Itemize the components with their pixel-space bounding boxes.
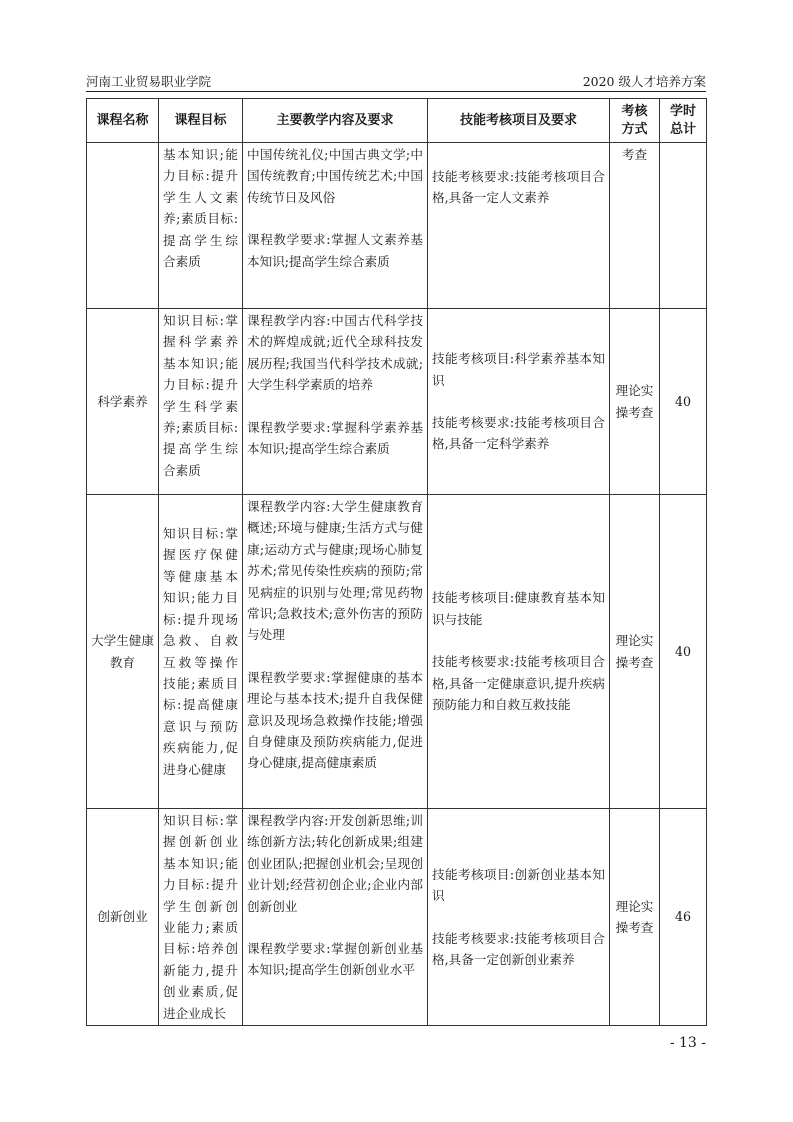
content-requirement: 课程教学要求:掌握创新创业基本知识;提高学生创新创业水平 [247, 941, 423, 978]
skill-requirement: 技能考核要求:技能考核项目合格,具备一定健康意识,提升疾病预防能力和自救互救技能 [432, 654, 605, 713]
course-name [87, 143, 159, 309]
table-row [87, 809, 707, 1026]
course-content [243, 809, 428, 1026]
content-requirement: 课程教学要求:掌握健康的基本理论与基本技术;提升自我保健意识及现场急救操作技能;增强自身健康及预防疾病能力,促进身心健康,提高健康素质 [247, 669, 423, 771]
content-text: 课程教学内容:中国古代科学技术的辉煌成就;近代全球科技发展历程;我国当代科学技术成就;大学生科学素质的培养 [247, 313, 423, 393]
course-content [243, 143, 428, 309]
course-exam: 考查 [610, 143, 660, 309]
course-skill [428, 809, 610, 1026]
course-content [243, 495, 428, 809]
skill-requirement: 技能考核要求:技能考核项目合格,具备一定创新创业素养 [432, 930, 605, 967]
page-number: - 13 - [669, 1035, 706, 1051]
course-content [243, 309, 428, 495]
course-exam: 理论实操考查 [610, 495, 660, 809]
skill-item: 技能考核项目:科学素养基本知识 [432, 351, 605, 388]
course-goal: 基本知识;能力目标:提升学生人文素养;素质目标:提高学生综合素质 [159, 143, 243, 309]
skill-item: 技能考核项目:创新创业基本知识 [432, 866, 605, 904]
course-goal: 知识目标:掌握创新创业基本知识;能力目标:提升学生创新创业能力;素质目标:培养创新能力,提升创业素质,促进企业成长 [159, 809, 243, 1026]
header-plan-title: 2020 级人才培养方案 [582, 74, 706, 89]
course-hours: 46 [660, 809, 707, 1026]
page-header [86, 73, 706, 92]
header-skill: 技能考核项目及要求 [428, 99, 610, 143]
course-hours: 40 [660, 309, 707, 495]
course-name: 科学素养 [87, 309, 159, 495]
content-text: 中国传统礼仪;中国古典文学;中国传统教育;中国传统艺术;中国传统节日及风俗 [247, 147, 423, 205]
skill-item: 技能考核项目:健康教育基本知识与技能 [432, 590, 605, 627]
course-hours [660, 143, 707, 309]
header-school-name: 河南工业贸易职业学院 [86, 74, 212, 89]
skill-requirement: 技能考核要求:技能考核项目合格,具备一定科学素养 [432, 415, 605, 452]
header-course-goal: 课程目标 [159, 99, 243, 143]
table-row [87, 143, 707, 309]
course-table [86, 98, 707, 1026]
course-exam: 理论实操考查 [610, 809, 660, 1026]
course-hours: 40 [660, 495, 707, 809]
course-skill [428, 495, 610, 809]
course-goal: 知识目标:掌握医疗保健等健康基本知识;能力目标:提升现场急救、自救互救等操作技能;素质目标:提高健康意识与预防疾病能力,促进身心健康 [159, 495, 243, 809]
course-skill [428, 143, 610, 309]
course-name: 创新创业 [87, 809, 159, 1026]
header-content: 主要教学内容及要求 [243, 99, 428, 143]
content-text: 课程教学内容:开发创新思维;训练创新方法;转化创新成果;组建创业团队;把握创业机会;呈现创业计划;经营初创企业;企业内部创新创业 [247, 813, 423, 914]
course-exam: 理论实操考查 [610, 309, 660, 495]
content-text: 课程教学内容:大学生健康教育概述;环境与健康;生活方式与健康;运动方式与健康;现场心肺复苏术;常见传染性疾病的预防;常见病症的识别与处理;常见药物常识;急救技术;意外伤害的预防与处理 [247, 499, 423, 643]
course-skill [428, 309, 610, 495]
skill-requirement: 技能考核要求:技能考核项目合格,具备一定人文素养 [432, 169, 605, 206]
table-row [87, 309, 707, 495]
header-hours: 学时 总计 [660, 99, 707, 143]
course-goal: 知识目标:掌握科学素养基本知识;能力目标:提升学生科学素养;素质目标:提高学生综合素质 [159, 309, 243, 495]
table-row [87, 495, 707, 809]
course-name: 大学生健康教育 [87, 495, 159, 809]
table-header-row [87, 99, 707, 143]
header-course-name: 课程名称 [87, 99, 159, 143]
header-exam: 考核 方式 [610, 99, 660, 143]
content-requirement: 课程教学要求:掌握人文素养基本知识;提高学生综合素质 [247, 232, 423, 269]
content-requirement: 课程教学要求:掌握科学素养基本知识;提高学生综合素质 [247, 419, 423, 457]
